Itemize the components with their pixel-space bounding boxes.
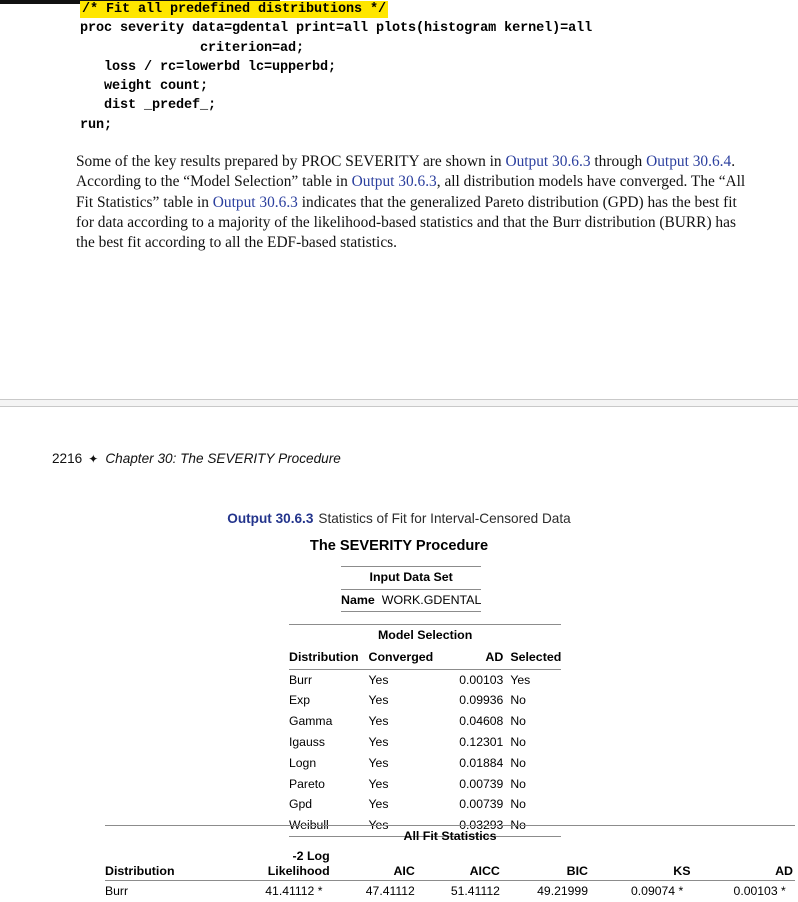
page-break-separator (0, 399, 798, 417)
chapter-title: Chapter 30: The SEVERITY Procedure (105, 451, 341, 466)
table-row (341, 589, 481, 611)
cell-distribution: Logn (289, 755, 317, 770)
input-data-set-label: Name (341, 589, 382, 611)
column-header-line2: AICC (469, 863, 500, 878)
table-title-row (341, 567, 481, 590)
cross-reference-link[interactable]: Output 30.6.4 (646, 153, 732, 170)
cell-ad: 0.12301 (459, 734, 504, 749)
cell-distribution: Burr (289, 672, 313, 687)
cell-converged: Yes (368, 734, 389, 749)
paragraph-text: indicates that the generalized Pareto distribution (GPD) has the best fit for data according to a majority of the likelihood-based statistics and that the Burr distribution (BURR) has the best fit according to all the EDF-based statistics. (76, 193, 737, 252)
code-line: run; (80, 117, 113, 133)
column-header-selected: Selected (510, 647, 561, 669)
table-row (105, 880, 795, 901)
cell-converged: Yes (368, 776, 389, 791)
code-line: dist _predef_; (80, 98, 217, 114)
column-header-line1: -2 Log (292, 848, 330, 863)
column-header-ks (590, 848, 692, 881)
column-header-converged: Converged (369, 647, 460, 669)
table-row (289, 690, 561, 711)
cell-selected: No (510, 797, 526, 812)
code-line (80, 0, 592, 19)
column-header-likelihood (221, 848, 332, 881)
cell-ad: 0.00739 (459, 797, 504, 812)
cell-ad: 0.04608 (459, 714, 504, 729)
paragraph-text: . According to the “Model Selection” table in (76, 153, 736, 191)
cell-ad: 0.01884 (459, 755, 504, 770)
column-header-distribution: Distribution (289, 647, 369, 669)
cell-converged: Yes (368, 797, 389, 812)
column-header-distribution (105, 848, 221, 881)
cell-ad: 0.00103 * (733, 883, 786, 898)
cell-distribution: Burr (105, 883, 129, 898)
cell-distribution: Pareto (289, 776, 325, 791)
column-header-aicc (417, 848, 502, 881)
table-title-row (289, 625, 561, 647)
table-row (289, 669, 561, 690)
cell-distribution: Exp (289, 693, 311, 708)
cell-selected: No (510, 734, 526, 749)
code-line: loss / rc=lowerbd lc=upperbd; (80, 59, 337, 75)
cell-ad: 0.09936 (459, 693, 504, 708)
body-paragraph (76, 152, 748, 253)
cell-ks: 0.09074 * (631, 883, 684, 898)
output-caption-text: Statistics of Fit for Interval-Censored Data (318, 511, 571, 526)
table-row (289, 732, 561, 753)
cross-reference-link[interactable]: Output 30.6.3 (351, 173, 437, 191)
all-fit-statistics-title: All Fit Statistics (105, 826, 795, 848)
cell-aic: 47.41112 (365, 883, 415, 898)
model-selection-table (289, 624, 561, 837)
code-line: criterion=ad; (80, 40, 305, 56)
paragraph-text: through (590, 153, 647, 170)
cell-selected: No (510, 714, 526, 729)
cell-converged: Yes (368, 755, 389, 770)
sas-code-block (80, 0, 592, 135)
cross-reference-link[interactable]: Output 30.6.3 (505, 153, 591, 170)
cell-selected: No (510, 776, 526, 791)
paragraph-text: Some of the key results prepared by PROC SEVERITY are shown in (76, 153, 506, 170)
column-header-ad (692, 848, 795, 881)
input-data-set-title: Input Data Set (341, 567, 481, 590)
input-data-set-value: WORK.GDENTAL (382, 589, 482, 611)
cell-bic: 49.21999 (537, 883, 588, 898)
cell-selected: No (510, 815, 561, 836)
table-row (289, 794, 561, 815)
running-head (52, 451, 341, 466)
table-header-row (105, 848, 795, 881)
column-header-bic (502, 848, 590, 881)
page-break-rule-top (0, 399, 798, 400)
table-row (289, 774, 561, 795)
column-header-aic (332, 848, 417, 881)
column-header-ad: AD (459, 647, 510, 669)
table-title-row (105, 826, 795, 848)
cell-aicc: 51.41112 (450, 883, 500, 898)
table-header-row (289, 647, 561, 669)
cell-neg2loglikelihood: 41.41112 * (265, 883, 323, 898)
cell-converged: Yes (368, 672, 389, 687)
cell-distribution: Gamma (289, 714, 333, 729)
column-header-line2: Distribution (105, 863, 175, 878)
cell-converged: Yes (368, 714, 389, 729)
cell-selected: Yes (510, 672, 531, 687)
cell-ad: 0.00739 (459, 776, 504, 791)
cell-distribution: Gpd (289, 797, 313, 812)
input-data-set-table (341, 566, 481, 612)
cell-selected: No (510, 755, 526, 770)
column-header-line2: Likelihood (267, 863, 330, 878)
model-selection-title: Model Selection (289, 625, 561, 647)
all-fit-statistics-table (105, 825, 795, 902)
cross-reference-link[interactable]: Output 30.6.3 (212, 193, 298, 211)
page-number: 2216 (52, 451, 83, 466)
output-caption (0, 511, 798, 526)
column-header-line2: AD (775, 863, 793, 878)
column-header-line2: AIC (393, 863, 415, 878)
cell-ad: 0.00103 (459, 672, 504, 687)
cell-distribution: Igauss (289, 734, 325, 749)
cell-ad: 0.03293 (459, 815, 510, 836)
diamond-icon: ✦ (88, 452, 99, 466)
table-row (289, 711, 561, 732)
code-line: proc severity data=gdental print=all plots(histogram kernel)=all (80, 21, 593, 37)
cell-selected: No (510, 693, 526, 708)
output-number: Output 30.6.3 (227, 511, 314, 526)
code-line: weight count; (80, 79, 209, 95)
cell-distribution: Weibull (289, 815, 369, 836)
paragraph-text: , all distribution models have converged. The “All Fit Statistics” table in (76, 173, 746, 211)
procedure-title: The SEVERITY Procedure (309, 538, 489, 554)
cell-converged: Yes (369, 815, 460, 836)
page-break-rule-bottom (0, 406, 798, 407)
table-row (289, 753, 561, 774)
column-header-line2: BIC (566, 863, 588, 878)
column-header-line2: KS (673, 863, 691, 878)
highlighted-code-text: /* Fit all predefined distributions */ (82, 2, 387, 17)
cell-converged: Yes (368, 693, 389, 708)
